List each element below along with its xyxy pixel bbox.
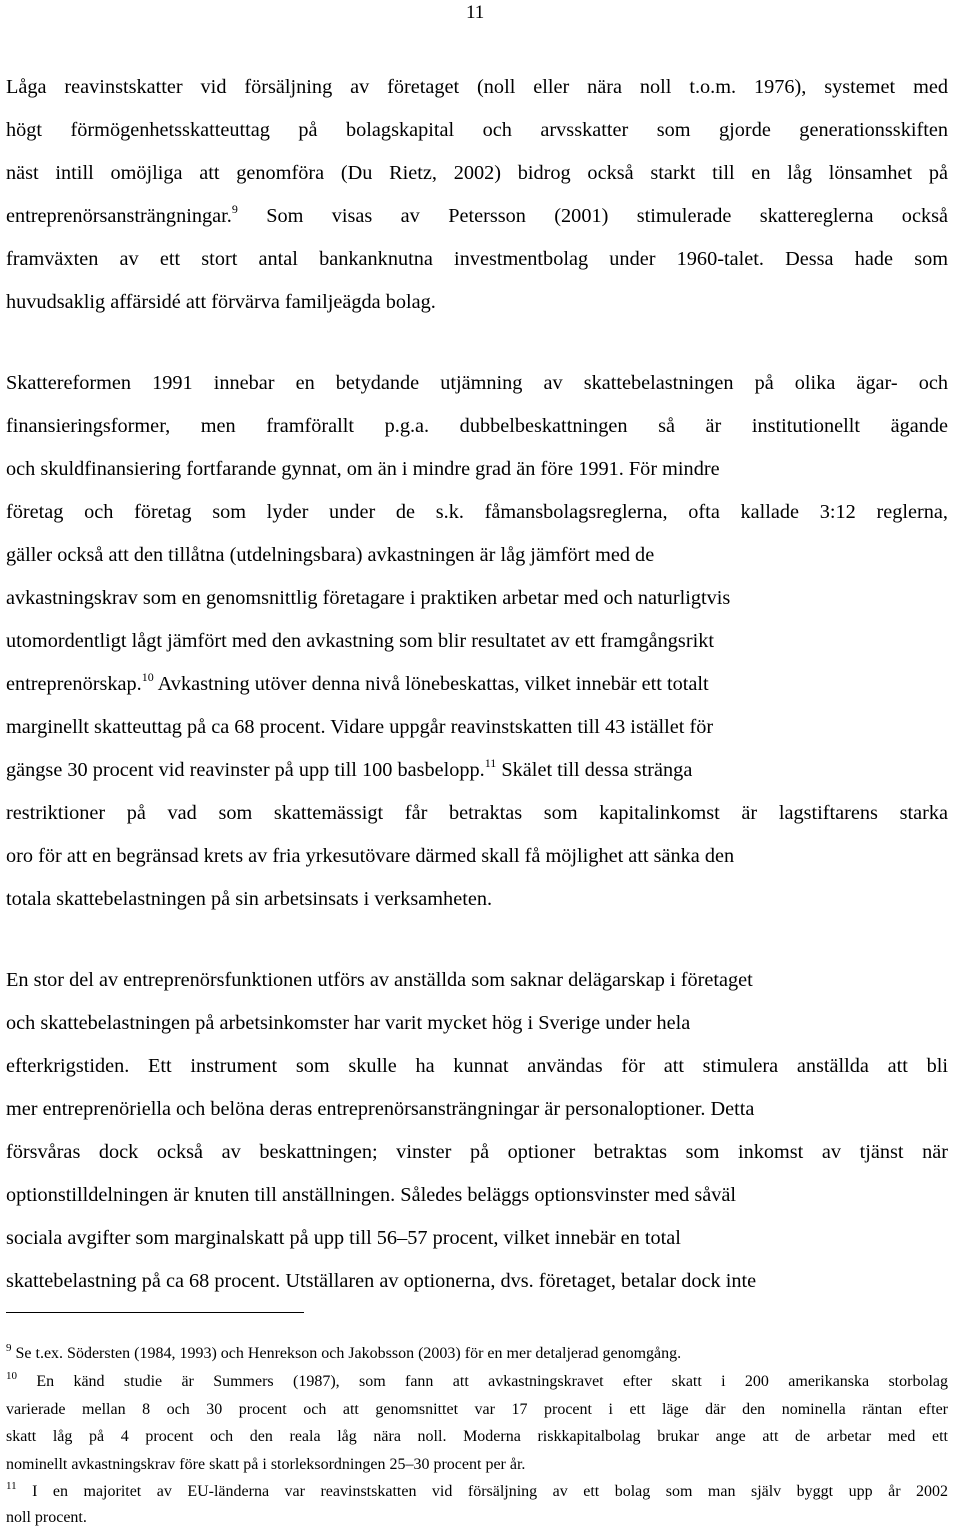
footnote-9	[6, 1344, 681, 1364]
text-line: och skattebelastningen på arbetsinkomster har varit mycket hög i Sverige under hela	[6, 1012, 691, 1034]
footnote-11	[6, 1482, 948, 1502]
text-line: gäller också att den tillåtna (utdelningsbara) avkastningen är låg jämfört med de	[6, 544, 655, 566]
text-line: utomordentligt lågt jämfört med den avkastning som blir resultatet av ett framgångsrikt	[6, 630, 714, 652]
footnote-number: 9	[6, 1342, 12, 1354]
text-line: skattebelastning på ca 68 procent. Utställaren av optionerna, dvs. företaget, betalar dock inte	[6, 1270, 757, 1292]
text-line: företag och företag som lyder under de s.k. fåmansbolagsreglerna, ofta kallade 3:12 reglerna,	[6, 501, 948, 523]
text-line: totala skattebelastningen på sin arbetsinsats i verksamheten.	[6, 888, 493, 910]
text-run: Som visas av Petersson (2001) stimulerade skattereglerna också	[237, 205, 948, 227]
text-line: optionstilldelningen är knuten till anställningen. Således beläggs optionsvinster med såväl	[6, 1184, 736, 1206]
footnote-line: varierade mellan 8 och 30 procent och att genomsnittet var 17 procent i ett läge där den nominella räntan efter	[6, 1401, 948, 1418]
text-line	[6, 671, 709, 697]
text-line: Skattereformen 1991 innebar en betydande utjämning av skattebelastningen på olika ägar- och	[6, 372, 948, 394]
footnote-line: skatt låg på 4 procent och den reala låg nära noll. Moderna riskkapitalbolag brukar ange att de arbetar med ett	[6, 1428, 948, 1445]
footnote-line: nominellt avkastningskrav före skatt på i storleksordningen 25–30 procent per år.	[6, 1456, 526, 1473]
text-line: finansieringsformer, men framförallt p.g.a. dubbelbeskattningen så är institutionellt ägande	[6, 415, 948, 437]
text-run: entreprenörsansträngningar.	[6, 205, 232, 227]
footnote-number: 10	[6, 1370, 17, 1382]
footnote-10	[6, 1372, 948, 1392]
text-line: huvudsaklig affärsidé att förvärva familjeägda bolag.	[6, 291, 436, 313]
text-run: entreprenörskap.	[6, 673, 142, 695]
text-line	[6, 757, 692, 783]
text-line: näst intill omöjliga att genomföra (Du Rietz, 2002) bidrog också starkt till en låg lönsamhet på	[6, 162, 948, 184]
text-run: Avkastning utöver denna nivå lönebeskattas, vilket innebär ett totalt	[153, 673, 709, 695]
text-line: framväxten av ett stort antal bankanknutna investmentbolag under 1960-talet. Dessa hade som	[6, 248, 948, 270]
footnote-ref: 9	[231, 202, 238, 216]
text-line: restriktioner på vad som skattemässigt får betraktas som kapitalinkomst är lagstiftarens starka	[6, 802, 948, 824]
footnote-ref: 10	[141, 670, 154, 684]
text-line: oro för att en begränsad krets av fria yrkesutövare därmed skall få möjlighet att sänka den	[6, 845, 735, 867]
text-line: marginellt skatteuttag på ca 68 procent. Vidare uppgår reavinstskatten till 43 istället för	[6, 716, 714, 738]
text-run: gängse 30 procent vid reavinster på upp till 100 basbelopp.	[6, 759, 485, 781]
footnote-number: 11	[6, 1480, 17, 1492]
footnote-text: I en majoritet av EU-länderna var reavinstskatten vid försäljning av ett bolag som man själv byggt upp år 2002	[32, 1483, 949, 1500]
text-run: Skälet till dessa stränga	[496, 759, 693, 781]
text-line: sociala avgifter som marginalskatt på upp till 56–57 procent, vilket innebär en total	[6, 1227, 681, 1249]
text-line: högt förmögenhetsskatteuttag på bolagskapital och arvsskatter som gjorde generationsskiften	[6, 119, 948, 141]
footnote-text: En känd studie är Summers (1987), som fann att avkastningskravet efter skatt i 200 amerikanska storbolag	[36, 1373, 949, 1390]
footnote-separator	[6, 1312, 304, 1313]
text-line: avkastningskrav som en genomsnittlig företagare i praktiken arbetar med och naturligtvis	[6, 587, 731, 609]
text-line	[6, 203, 948, 229]
text-line: och skuldfinansiering fortfarande gynnat, om än i mindre grad än före 1991. För mindre	[6, 458, 720, 480]
footnote-line: noll procent.	[6, 1509, 87, 1526]
page-number: 11	[466, 2, 485, 23]
text-line: Låga reavinstskatter vid försäljning av företaget (noll eller nära noll t.o.m. 1976), systemet med	[6, 76, 948, 98]
text-line: En stor del av entreprenörsfunktionen utförs av anställda som saknar delägarskap i företaget	[6, 969, 753, 991]
text-line: försvåras dock också av beskattningen; vinster på optioner betraktas som inkomst av tjänst när	[6, 1141, 948, 1163]
text-line: mer entreprenöriella och belöna deras entreprenörsansträngningar är personaloptioner. Detta	[6, 1098, 755, 1120]
footnote-ref: 11	[484, 756, 497, 770]
footnote-text: Se t.ex. Södersten (1984, 1993) och Henrekson och Jakobsson (2003) för en mer detaljerad genomgång.	[15, 1345, 682, 1362]
text-line: efterkrigstiden. Ett instrument som skulle ha kunnat användas för att stimulera anställda att bli	[6, 1055, 948, 1077]
